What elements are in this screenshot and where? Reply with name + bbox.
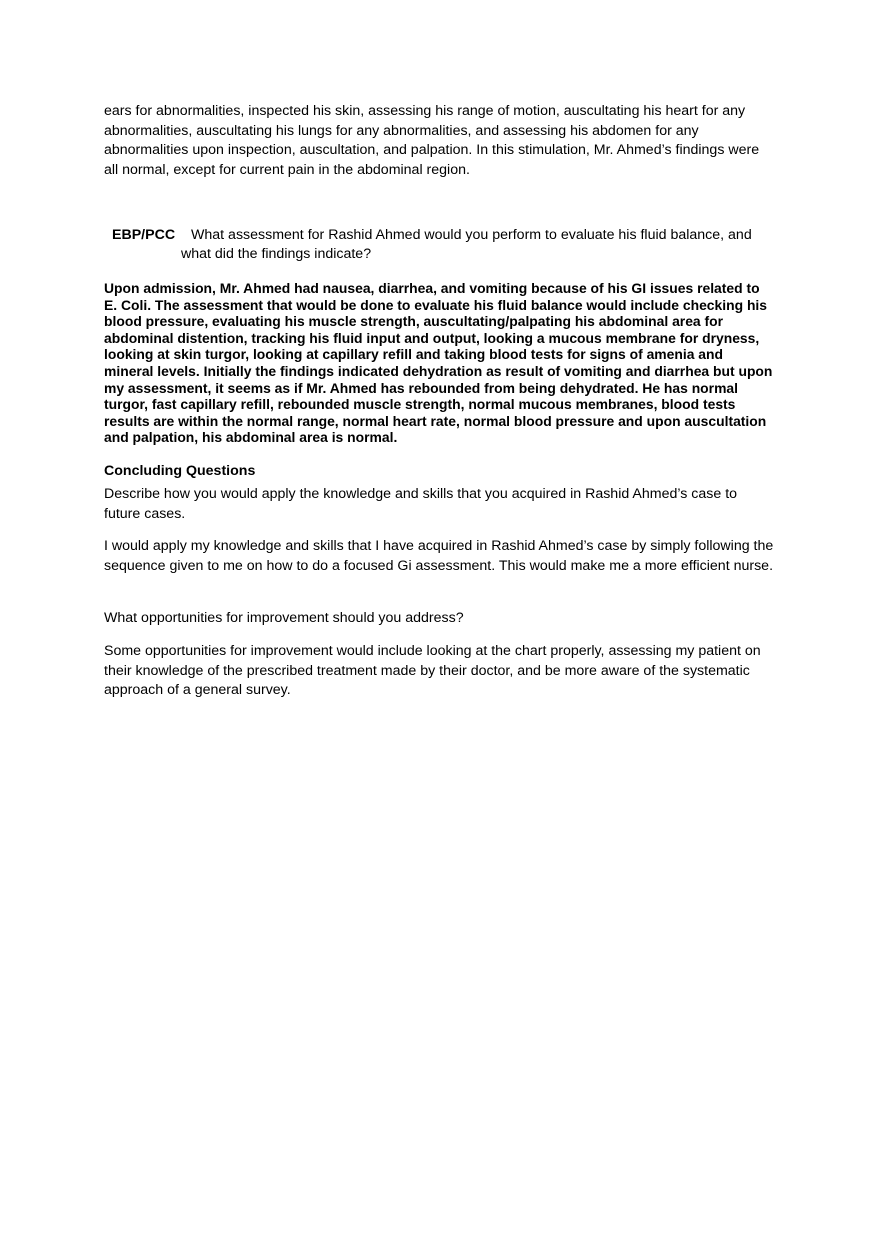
concluding-answer-2: Some opportunities for improvement would include looking at the chart properly, assessing my patient on their knowledge of the prescribed treatment made by their doctor, and be more aware of the systematic approach of a general survey. bbox=[104, 643, 761, 698]
intro-paragraph: ears for abnormalities, inspected his skin, assessing his range of motion, auscultating his heart for any abnormalities, auscultating his lungs for any abnormalities, and assessing his abdomen for any abnormalities upon inspection, auscultation, and palpation. In this stimulation, Mr. Ahmed’s findings were all normal, except for current pain in the abdominal region. bbox=[104, 103, 760, 178]
concluding-question-2: What opportunities for improvement should you address? bbox=[104, 610, 464, 626]
concluding-questions-heading: Concluding Questions bbox=[104, 463, 256, 479]
ebp-pcc-label: EBP/PCC bbox=[112, 227, 176, 243]
ebp-pcc-answer: Upon admission, Mr. Ahmed had nausea, diarrhea, and vomiting because of his GI issues related to E. Coli. The assessment that would be done to evaluate his fluid balance would include checking his blood pressure, evaluating his muscle strength, auscultating/palpating his abdominal area for abdominal distention, tracking his fluid input and output, looking a mucous membrane for dryness, looking at skin turgor, looking at capillary refill and taking blood tests for signs of amenia and mineral levels. Initially the findings indicated dehydration as result of vomiting and diarrhea but upon my assessment, it seems as if Mr. Ahmed has rebounded from being dehydrated. He has normal turgor, fast capillary refill, rebounded muscle strength, normal mucous membranes, blood tests results are within the normal range, normal heart rate, normal blood pressure and upon auscultation and palpation, his abdominal area is normal. bbox=[104, 280, 773, 446]
concluding-answer-1: I would apply my knowledge and skills that I have acquired in Rashid Ahmed’s case by simply following the sequence given to me on how to do a focused Gi assessment. This would make me a more efficient nurse. bbox=[104, 538, 774, 574]
ebp-pcc-question: What assessment for Rashid Ahmed would you perform to evaluate his fluid balance, and what did the findings indicate? bbox=[181, 227, 752, 262]
concluding-question-1: Describe how you would apply the knowledge and skills that you acquired in Rashid Ahmed’s case to future cases. bbox=[104, 486, 738, 522]
